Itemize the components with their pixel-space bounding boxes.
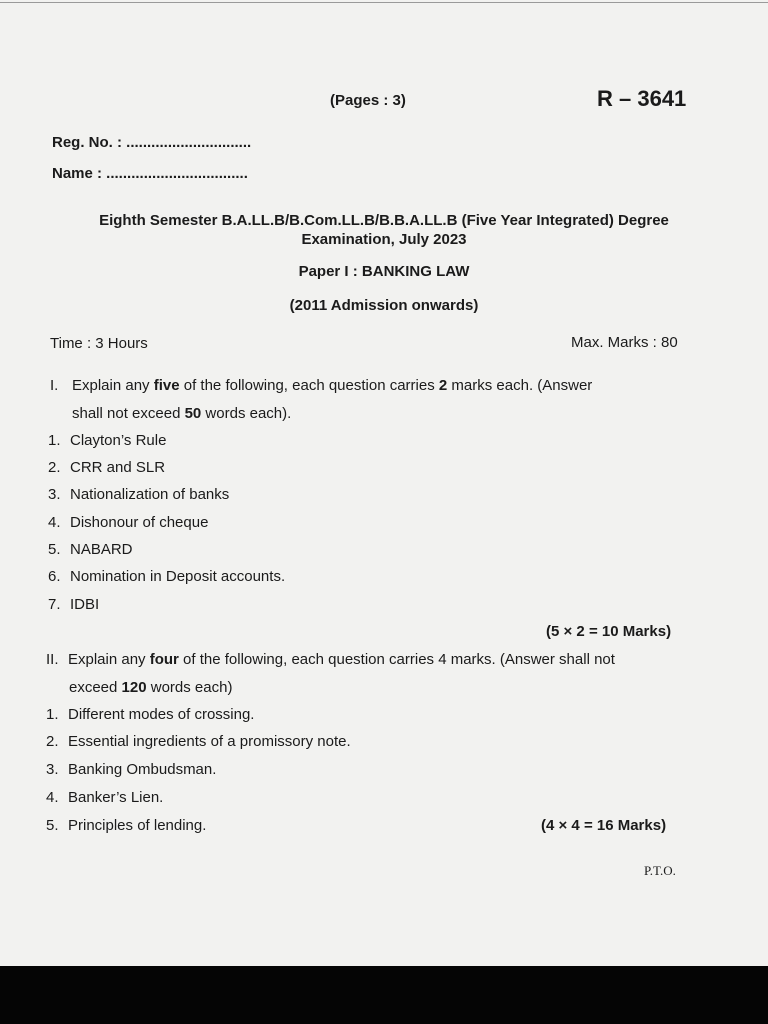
instr-text: words each) xyxy=(146,679,233,696)
time-allowed: Time : 3 Hours xyxy=(50,335,148,352)
instr-text: shall not exceed xyxy=(72,405,185,422)
paper-title: Paper I : BANKING LAW xyxy=(298,263,470,280)
section1-roman: I. xyxy=(50,377,59,394)
instr-text: of the following, each question carries xyxy=(179,377,439,394)
exam-title-line2: Examination, July 2023 xyxy=(301,231,467,248)
item-text: Clayton’s Rule xyxy=(70,432,167,449)
admission-note: (2011 Admission onwards) xyxy=(289,297,479,314)
section1-instruction-cont xyxy=(72,405,291,422)
instr-text: exceed xyxy=(69,679,122,696)
section2-roman: II. xyxy=(46,651,59,668)
item-text: Banker’s Lien. xyxy=(68,789,164,806)
instr-text: Explain any xyxy=(68,651,150,668)
item-number: 5. xyxy=(46,817,59,834)
item-number: 6. xyxy=(48,568,61,585)
instr-bold: five xyxy=(153,377,180,394)
list-item xyxy=(48,459,165,476)
item-number: 5. xyxy=(48,541,61,558)
section1-instruction xyxy=(50,377,592,394)
item-number: 7. xyxy=(48,596,61,613)
page-top-edge xyxy=(0,2,768,3)
list-item xyxy=(48,486,229,503)
item-text: Dishonour of cheque xyxy=(70,514,209,531)
item-number: 1. xyxy=(48,432,61,449)
pages-count: (Pages : 3) xyxy=(330,92,406,109)
instr-text: Explain any xyxy=(72,377,154,394)
pto-label: P.T.O. xyxy=(644,863,676,878)
item-text: Nationalization of banks xyxy=(70,486,230,503)
list-item xyxy=(48,596,99,613)
max-marks: Max. Marks : 80 xyxy=(571,334,678,351)
instr-text: marks each. (Answer xyxy=(447,377,593,394)
item-text: Essential ingredients of a promissory note. xyxy=(68,733,351,750)
item-number: 2. xyxy=(48,459,61,476)
list-item xyxy=(48,541,133,558)
item-number: 1. xyxy=(46,706,59,723)
item-text: CRR and SLR xyxy=(70,459,166,476)
item-number: 4. xyxy=(46,789,59,806)
item-number: 2. xyxy=(46,733,59,750)
instr-bold: 2 xyxy=(438,377,448,394)
instr-text: words each). xyxy=(201,405,292,422)
section2-instruction xyxy=(46,651,615,668)
item-text: Banking Ombudsman. xyxy=(68,761,217,778)
reg-no-field: Reg. No. : .............................. xyxy=(52,134,252,151)
item-text: Nomination in Deposit accounts. xyxy=(70,568,286,585)
section2-marks: (4 × 4 = 16 Marks) xyxy=(541,817,667,834)
item-text: NABARD xyxy=(70,541,133,558)
list-item xyxy=(46,789,163,806)
name-field: Name : .................................. xyxy=(52,165,248,182)
section2-instruction-cont xyxy=(69,679,232,696)
list-item xyxy=(46,761,216,778)
item-number: 3. xyxy=(46,761,59,778)
instr-bold: four xyxy=(149,651,179,668)
item-text: IDBI xyxy=(70,596,100,613)
instr-bold: 50 xyxy=(184,405,202,422)
list-item xyxy=(48,568,285,585)
list-item xyxy=(46,733,351,750)
section1-marks: (5 × 2 = 10 Marks) xyxy=(546,623,672,640)
item-text: Principles of lending. xyxy=(68,817,207,834)
item-number: 3. xyxy=(48,486,61,503)
list-item xyxy=(48,432,166,449)
exam-title-line1: Eighth Semester B.A.LL.B/B.Com.LL.B/B.B.A.LL.B (Five Year Integrated) Degree xyxy=(99,212,669,229)
item-text: Different modes of crossing. xyxy=(68,706,255,723)
list-item xyxy=(46,817,206,834)
list-item xyxy=(46,706,254,723)
list-item xyxy=(48,514,208,531)
item-number: 4. xyxy=(48,514,61,531)
scan-black-border xyxy=(0,966,768,1024)
paper-code: R – 3641 xyxy=(597,86,687,111)
instr-text: of the following, each question carries 4 marks. (Answer shall not xyxy=(178,651,615,668)
instr-bold: 120 xyxy=(121,679,147,696)
